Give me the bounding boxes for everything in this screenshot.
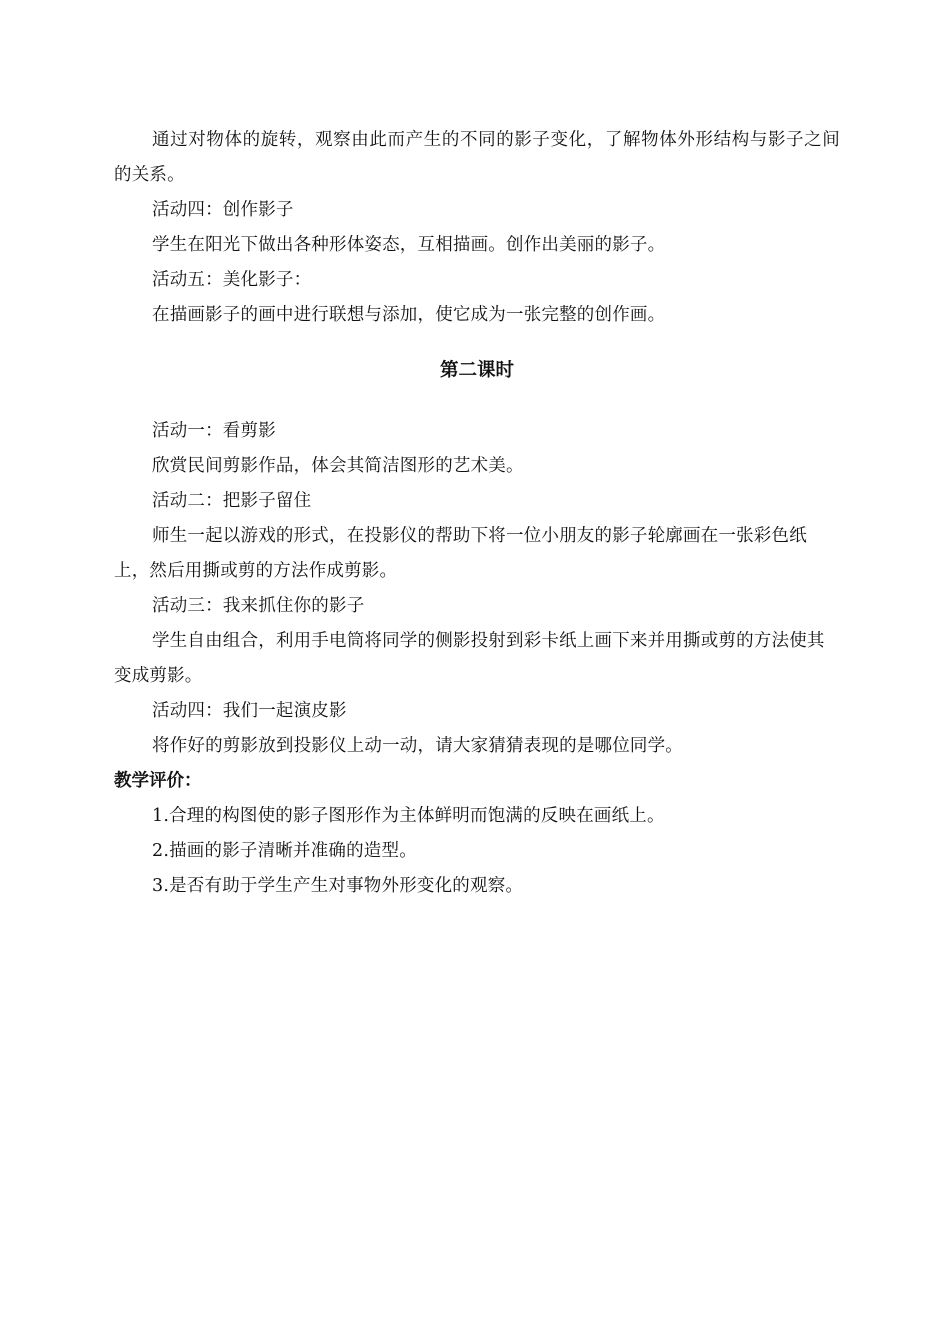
teaching-evaluation-label: 教学评价： (114, 771, 202, 791)
evaluation-item-1: 1.合理的构图使的影子图形作为主体鲜明而饱满的反映在画纸上。 (152, 806, 665, 826)
paragraph-guess-classmate: 将作好的剪影放到投影仪上动一动，请大家猜猜表现的是哪位同学。 (152, 736, 683, 756)
evaluation-item-2: 2.描画的影子清晰并准确的造型。 (152, 841, 417, 861)
second-lesson-heading-block (114, 353, 840, 388)
activity-three-title: 活动三：我来抓住你的影子 (152, 596, 365, 616)
activity-four-shadow-play-title: 活动四：我们一起演皮影 (152, 701, 347, 721)
second-lesson-heading: 第二课时 (439, 360, 514, 381)
activity-one-title: 活动一：看剪影 (152, 421, 276, 441)
paragraph-projector-game: 师生一起以游戏的形式，在投影仪的帮助下将一位小朋友的影子轮廓画在一张彩色纸上，然后用撕或剪的方法作成剪影。 (114, 526, 807, 581)
activity-two-title: 活动二：把影子留住 (152, 491, 312, 511)
activity-four-title: 活动四：创作影子 (152, 200, 294, 220)
paragraph-flashlight-profile: 学生自由组合，利用手电筒将同学的侧影投射到彩卡纸上画下来并用撕或剪的方法使其变成剪影。 (114, 631, 825, 686)
activity-five-title: 活动五：美化影子： (152, 270, 312, 290)
evaluation-item-3: 3.是否有助于学生产生对事物外形变化的观察。 (152, 876, 524, 896)
document-body (114, 123, 840, 904)
paragraph-sunlight-drawing: 学生在阳光下做出各种形体姿态，互相描画。创作出美丽的影子。 (152, 235, 666, 255)
paragraph-rotation-observation: 通过对物体的旋转，观察由此而产生的不同的影子变化，了解物体外形结构与影子之间的关系。 (114, 130, 840, 185)
paragraph-beautify-shadow: 在描画影子的画中进行联想与添加，使它成为一张完整的创作画。 (152, 305, 666, 325)
paragraph-folk-silhouette: 欣赏民间剪影作品，体会其简洁图形的艺术美。 (152, 456, 524, 476)
